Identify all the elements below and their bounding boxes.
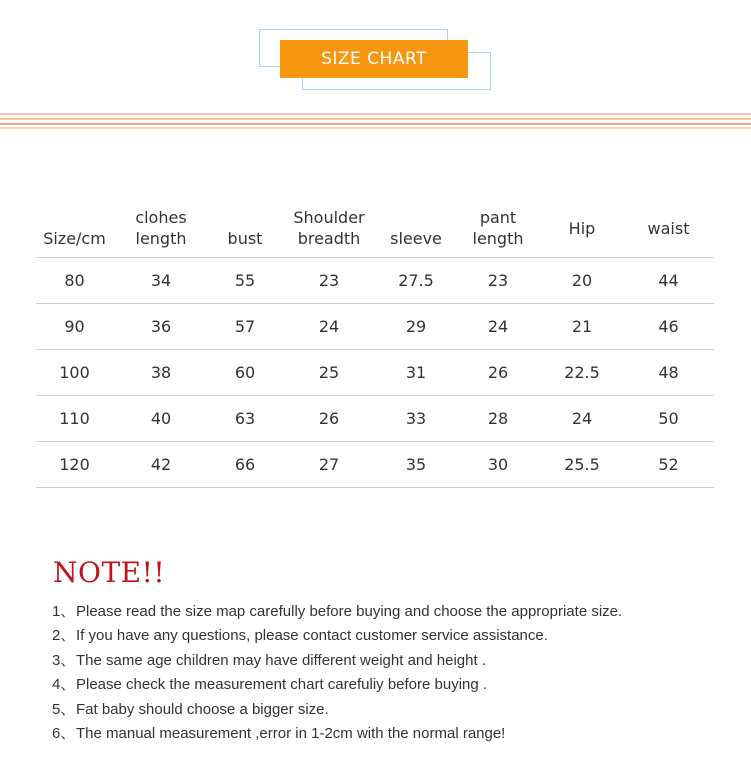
size-table: [36, 182, 714, 488]
note-item: 4、Please check the measurement chart carefuliy before buying .: [52, 676, 488, 694]
table-cell: 34: [113, 258, 209, 304]
table-cell: 48: [623, 350, 714, 396]
table-cell: 63: [209, 396, 281, 442]
table-cell: 52: [623, 442, 714, 488]
table-cell: 24: [541, 396, 623, 442]
table-cell: 27: [281, 442, 377, 488]
table-row: [36, 442, 714, 488]
divider-stripe: [0, 127, 751, 129]
table-cell: 24: [281, 304, 377, 350]
col-header-hip: Hip: [541, 182, 623, 258]
table-cell: 21: [541, 304, 623, 350]
col-header-shoulder-breadth: Shoulder breadth: [281, 182, 377, 258]
table-cell: 80: [36, 258, 113, 304]
table-cell: 50: [623, 396, 714, 442]
table-header-row: [36, 182, 714, 258]
table-cell: 24: [455, 304, 541, 350]
table-cell: 46: [623, 304, 714, 350]
table-cell: 27.5: [377, 258, 455, 304]
table-cell: 33: [377, 396, 455, 442]
table-cell: 36: [113, 304, 209, 350]
table-cell: 26: [281, 396, 377, 442]
divider-stripe: [0, 113, 751, 115]
note-item: 6、The manual measurement ,error in 1-2cm with the normal range!: [52, 724, 506, 742]
table-cell: 30: [455, 442, 541, 488]
table-row: [36, 258, 714, 304]
note-title: NOTE!!: [53, 556, 166, 589]
col-header-bust: bust: [209, 182, 281, 258]
note-item: 5、Fat baby should choose a bigger size.: [52, 700, 329, 718]
table-cell: 100: [36, 350, 113, 396]
table-cell: 29: [377, 304, 455, 350]
table-cell: 110: [36, 396, 113, 442]
table-cell: 22.5: [541, 350, 623, 396]
col-header-waist: waist: [623, 182, 714, 258]
col-header-pant-length: pant length: [455, 182, 541, 258]
table-cell: 20: [541, 258, 623, 304]
table-cell: 60: [209, 350, 281, 396]
table-cell: 40: [113, 396, 209, 442]
table-cell: 23: [455, 258, 541, 304]
size-chart-badge: SIZE CHART: [280, 40, 468, 78]
note-list: [52, 602, 622, 748]
table-cell: 57: [209, 304, 281, 350]
table-cell: 66: [209, 442, 281, 488]
table-cell: 44: [623, 258, 714, 304]
table-row: [36, 304, 714, 350]
table-cell: 90: [36, 304, 113, 350]
table-cell: 28: [455, 396, 541, 442]
table-cell: 25.5: [541, 442, 623, 488]
col-header-sleeve: sleeve: [377, 182, 455, 258]
divider-stripe: [0, 118, 751, 120]
table-cell: 26: [455, 350, 541, 396]
table-cell: 120: [36, 442, 113, 488]
table-cell: 35: [377, 442, 455, 488]
table-cell: 38: [113, 350, 209, 396]
divider-stripe: [0, 123, 751, 125]
note-item: 3、The same age children may have different weight and height .: [52, 651, 486, 669]
note-item: 2、If you have any questions, please contact customer service assistance.: [52, 627, 548, 645]
table-cell: 55: [209, 258, 281, 304]
table-row: [36, 396, 714, 442]
note-item: 1、Please read the size map carefully before buying and choose the appropriate size.: [52, 603, 623, 620]
table-cell: 25: [281, 350, 377, 396]
table-cell: 23: [281, 258, 377, 304]
table-cell: 42: [113, 442, 209, 488]
col-header-clothes-length: clohes length: [113, 182, 209, 258]
col-header-size: Size/cm: [36, 182, 113, 258]
table-row: [36, 350, 714, 396]
table-cell: 31: [377, 350, 455, 396]
